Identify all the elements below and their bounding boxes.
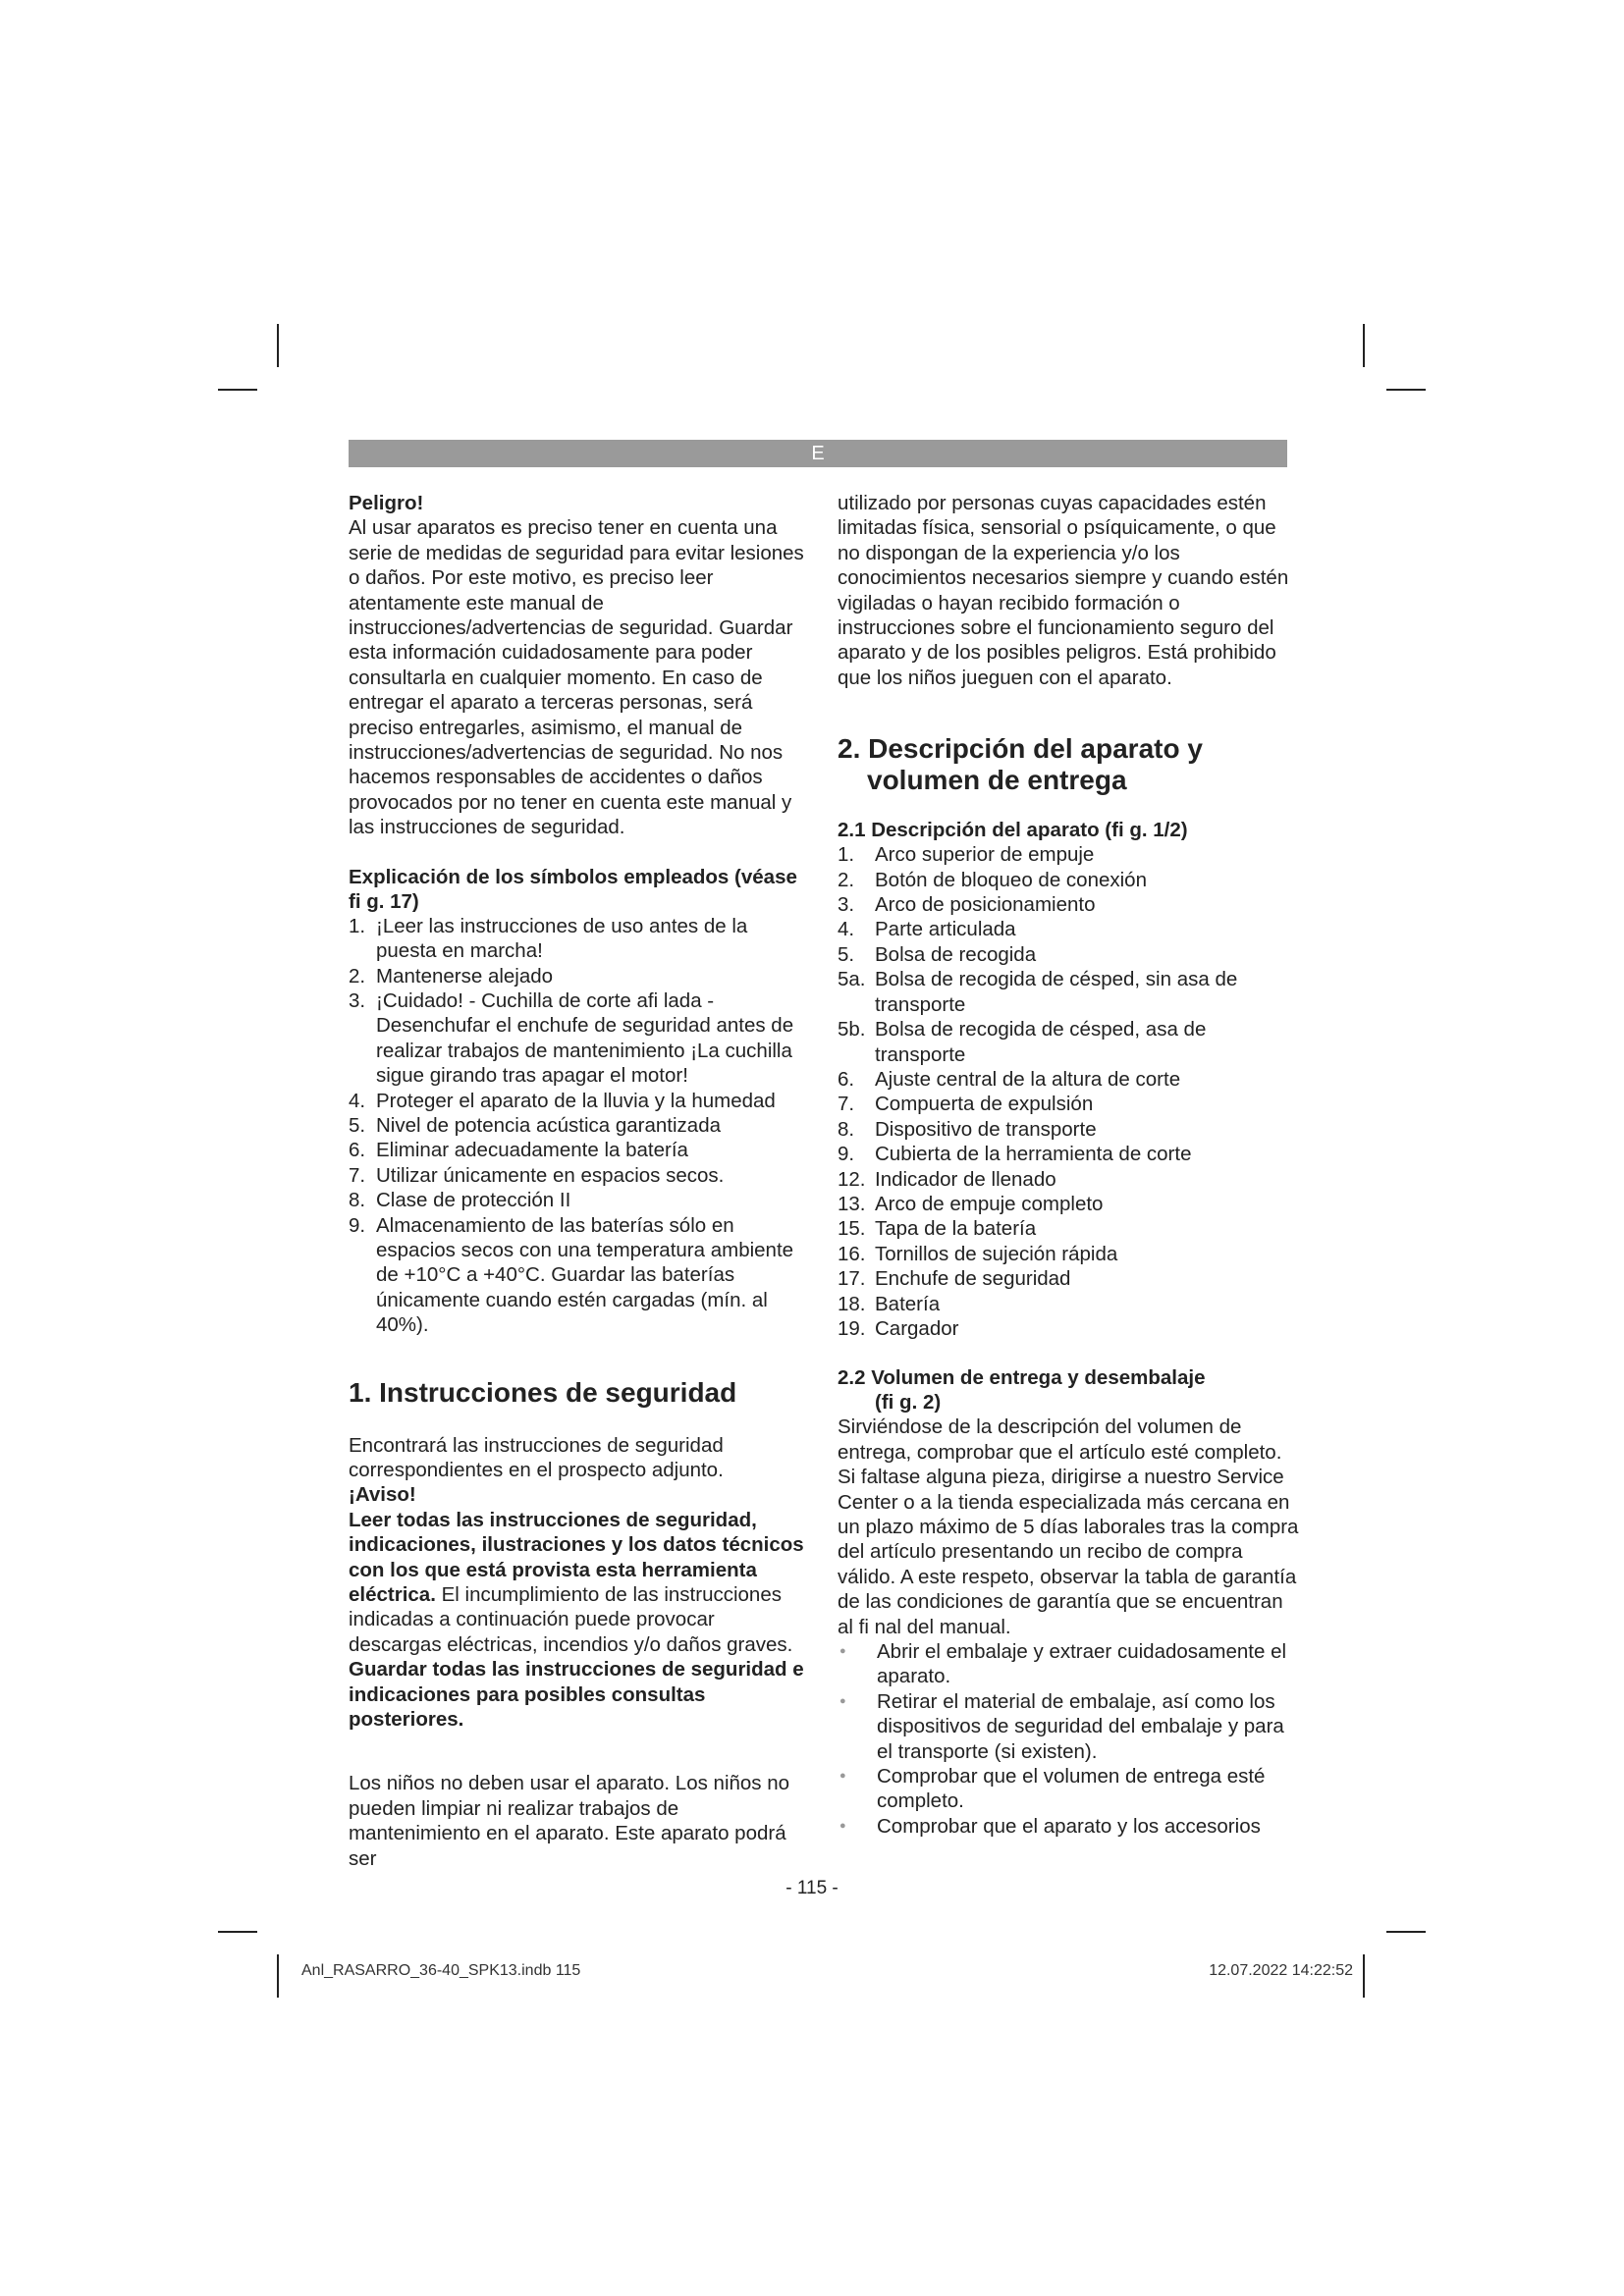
list-item (838, 842, 1299, 867)
list-item-number: 5b. (838, 1018, 866, 1041)
list-item (838, 1092, 1299, 1116)
list-item-text: Cargador (875, 1316, 959, 1340)
section1-intro: Encontrará las instrucciones de seguridad correspondientes en el prospecto adjunto. (349, 1433, 724, 1481)
list-item (838, 967, 1299, 1017)
bullet-item (838, 1814, 1299, 1839)
list-item-text: Proteger el aparato de la lluvia y la humedad (376, 1089, 776, 1112)
list-item-number: 5. (838, 942, 855, 966)
list-item-number: 6. (838, 1067, 855, 1091)
symbols-list (349, 914, 810, 1338)
bullet-icon: ● (839, 1770, 846, 1783)
list-item (838, 1192, 1299, 1216)
sub22-title (838, 1365, 1299, 1415)
list-item-text: Arco de posicionamiento (875, 893, 1096, 917)
list-item-number: 17. (838, 1267, 866, 1291)
list-item-number: 4. (349, 1089, 366, 1112)
crop-mark (1386, 389, 1426, 391)
list-item-text: Arco superior de empuje (875, 843, 1095, 867)
bullet-icon: ● (839, 1645, 846, 1658)
list-item-text: Clase de protección II (376, 1189, 571, 1212)
list-item-text: Ajuste central de la altura de corte (875, 1067, 1181, 1091)
list-item (838, 1017, 1299, 1067)
list-item-number: 12. (838, 1167, 866, 1191)
list-item (838, 942, 1299, 967)
list-item-text: Tapa de la batería (875, 1217, 1037, 1241)
list-item-text: Enchufe de seguridad (875, 1267, 1071, 1291)
list-item (838, 1142, 1299, 1166)
list-item (838, 1067, 1299, 1092)
list-item (838, 1316, 1299, 1341)
right-column (838, 491, 1299, 1839)
bullet-text: Retirar el material de embalaje, así como los dispositivos de seguridad del embalaje y para el transporte (si existen). (877, 1689, 1284, 1763)
list-item (349, 964, 810, 988)
list-item-number: 9. (838, 1143, 855, 1166)
list-item-text: Arco de empuje completo (875, 1192, 1104, 1215)
bullet-text: Comprobar que el aparato y los accesorios (877, 1814, 1261, 1838)
list-item (838, 1117, 1299, 1142)
list-item-number: 8. (838, 1117, 855, 1141)
bullet-item (838, 1689, 1299, 1764)
list-item (838, 1216, 1299, 1241)
list-item-text: ¡Leer las instrucciones de uso antes de la puesta en marcha! (376, 914, 748, 963)
list-item-text: Utilizar únicamente en espacios secos. (376, 1163, 725, 1187)
aviso-paragraph (349, 1508, 810, 1657)
crop-mark (277, 1954, 279, 1998)
list-item-number: 3. (838, 893, 855, 917)
list-item-number: 5. (349, 1113, 366, 1137)
crop-mark (218, 1931, 257, 1933)
list-item (349, 914, 810, 964)
peligro-title: Peligro! (349, 492, 424, 514)
list-item-number: 7. (838, 1093, 855, 1116)
list-item-number: 19. (838, 1316, 866, 1340)
list-item-number: 1. (349, 914, 366, 937)
list-item-text: Tornillos de sujeción rápida (875, 1242, 1118, 1265)
list-item-number: 9. (349, 1213, 366, 1237)
section2-title-line1: 2. Descripción del aparato y (838, 733, 1203, 765)
list-item-text: Eliminar adecuadamente la batería (376, 1139, 688, 1162)
list-item-number: 15. (838, 1217, 866, 1241)
list-item-text: Nivel de potencia acústica garantizada (376, 1113, 721, 1137)
sub22-title-line2: (fi g. 2) (875, 1391, 942, 1415)
list-item-text: Bolsa de recogida (875, 942, 1037, 966)
bullet-icon: ● (839, 1694, 846, 1707)
list-item-text: Parte articulada (875, 918, 1016, 941)
list-item (838, 1242, 1299, 1266)
list-item-number: 13. (838, 1192, 866, 1215)
bullet-text: Comprobar que el volumen de entrega esté completo. (877, 1765, 1266, 1813)
footer-filename: Anl_RASARRO_36-40_SPK13.indb 115 (301, 1962, 581, 1979)
bullet-item (838, 1764, 1299, 1814)
list-item-number: 16. (838, 1242, 866, 1265)
list-item (349, 1113, 810, 1138)
list-item-number: 2. (838, 868, 855, 891)
list-item-number: 6. (349, 1139, 366, 1162)
list-item-text: Botón de bloqueo de conexión (875, 868, 1147, 891)
list-item-number: 2. (349, 964, 366, 988)
crop-mark (1363, 1954, 1365, 1998)
sub21-title: 2.1 Descripción del aparato (fi g. 1/2) (838, 819, 1188, 842)
peligro-text: Al usar aparatos es preciso tener en cuenta una serie de medidas de seguridad para evitar lesiones o daños. Por este motivo, es preciso leer atentamente este manual de instrucciones/advertencias de seguridad. Guardar esta información cuidadosamente para poder consultarla en cualquier momento. En caso de entregar el aparato a terceras personas, será preciso entregarles, asimismo, el manual de instrucciones/advertencias de seguridad. No nos hacemos responsables de accidentes o daños provocados por no tener en cuenta este manual y las instrucciones de seguridad. (349, 516, 804, 839)
crop-mark (277, 324, 279, 367)
section2-title-line2: volumen de entrega (867, 765, 1127, 796)
continuation-text: utilizado por personas cuyas capacidades estén limitadas física, sensorial o psíquicamente, o que no dispongan de la experiencia y/o los conocimientos necesarios siempre y cuando estén vigiladas o hayan recibido formación o instrucciones sobre el funcionamiento seguro del aparato y de los posibles peligros. Está prohibido que los niños jueguen con el aparato. (838, 492, 1289, 689)
aviso-text: El incumplimiento de las instrucciones indicadas a continuación puede provocar descargas eléctricas, incendios y/o daños graves. (349, 1583, 793, 1656)
list-item (838, 1266, 1299, 1291)
list-item (349, 1188, 810, 1212)
list-item-text: Cubierta de la herramienta de corte (875, 1143, 1192, 1166)
list-item-number: 4. (838, 918, 855, 941)
aviso-bold-text: Leer todas las instrucciones de seguridad, indicaciones, ilustraciones y los datos técnicos con los que está provista esta herramienta eléctrica. (349, 1508, 804, 1607)
list-item-text: Bolsa de recogida de césped, sin asa de transporte (875, 968, 1238, 1016)
language-code: E (811, 443, 825, 464)
list-item (349, 988, 810, 1089)
list-item-number: 7. (349, 1163, 366, 1187)
list-item (838, 892, 1299, 917)
bullet-list (838, 1639, 1299, 1839)
crop-mark (218, 389, 257, 391)
bullet-item (838, 1639, 1299, 1689)
list-item (349, 1163, 810, 1188)
list-item-text: Batería (875, 1292, 941, 1315)
crop-mark (1363, 324, 1365, 367)
list-item-number: 3. (349, 988, 366, 1012)
crop-mark (1386, 1931, 1426, 1933)
list-item (838, 868, 1299, 892)
list-item-text: Mantenerse alejado (376, 964, 554, 988)
list-item (838, 1167, 1299, 1192)
ninos-text: Los niños no deben usar el aparato. Los niños no pueden limpiar ni realizar trabajos de mantenimiento en el aparato. Este aparato podrá ser (349, 1772, 790, 1870)
page-number: - 115 - (785, 1878, 839, 1898)
list-item (349, 1089, 810, 1113)
language-header-bar (349, 440, 1287, 467)
section2-title (838, 733, 1299, 796)
list-item-number: 8. (349, 1189, 366, 1212)
sub22-title-line1: 2.2 Volumen de entrega y desembalaje (838, 1366, 1206, 1390)
list-item (349, 1138, 810, 1162)
list-item-number: 18. (838, 1292, 866, 1315)
list-item-text: Bolsa de recogida de césped, asa de transporte (875, 1018, 1207, 1066)
list-item-text: Almacenamiento de las baterías sólo en espacios secos con una temperatura ambiente de +10°C a +40°C. Guardar las baterías únicamente cuando estén cargadas (mín. al 40%). (376, 1213, 794, 1337)
footer-datetime: 12.07.2022 14:22:52 (1209, 1962, 1353, 1979)
sub22-text: Sirviéndose de la descripción del volumen de entrega, comprobar que el artículo esté completo. Si faltase alguna pieza, dirigirse a nuestro Service Center o a la tienda especializada más cercana en un plazo máximo de 5 días laborales tras la compra del artículo presentando un recibo de compra válido. A este respeto, observar la tabla de garantía de las condiciones de garantía que se encuentran al fi nal del manual. (838, 1415, 1299, 1638)
bullet-text: Abrir el embalaje y extraer cuidadosamente el aparato. (877, 1640, 1287, 1688)
section1-title: 1. Instrucciones de seguridad (349, 1376, 737, 1408)
list-item-text: Indicador de llenado (875, 1167, 1056, 1191)
list-item (838, 917, 1299, 941)
left-column (349, 491, 810, 1871)
list-item (838, 1292, 1299, 1316)
aviso-label: ¡Aviso! (349, 1483, 416, 1507)
list-item-text: Compuerta de expulsión (875, 1093, 1094, 1116)
symbols-heading: Explicación de los símbolos empleados (véase fi g. 17) (349, 865, 797, 913)
parts-list (838, 842, 1299, 1341)
list-item (349, 1213, 810, 1338)
list-item-number: 5a. (838, 968, 866, 991)
bullet-icon: ● (839, 1819, 846, 1832)
guardar-instructions: Guardar todas las instrucciones de seguridad e indicaciones para posibles consultas posteriores. (349, 1658, 804, 1732)
list-item-text: ¡Cuidado! - Cuchilla de corte afi lada - Desenchufar el enchufe de seguridad antes de realizar trabajos de mantenimiento ¡La cuchilla sigue girando tras apagar el motor! (376, 988, 794, 1088)
list-item-number: 1. (838, 843, 855, 867)
list-item-text: Dispositivo de transporte (875, 1117, 1097, 1141)
